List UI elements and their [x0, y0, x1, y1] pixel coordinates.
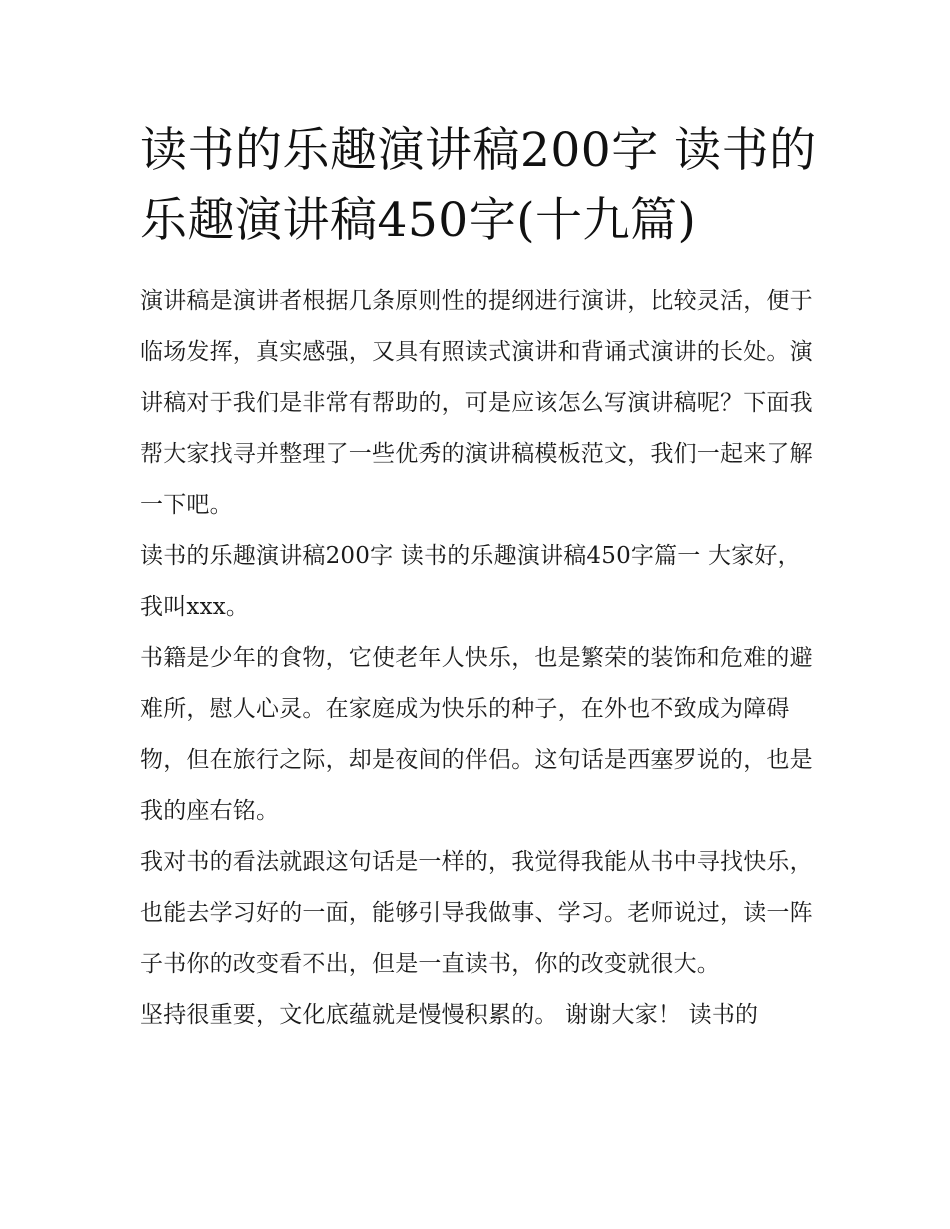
paragraph-closing: 坚持很重要，文化底蕴就是慢慢积累的。 谢谢大家！ 读书的	[140, 1002, 759, 1028]
paragraph-greeting: 读书的乐趣演讲稿200字 读书的乐趣演讲稿450字篇一 大家好，我叫xxx。	[140, 543, 801, 620]
paragraph-books-quote: 书籍是少年的食物，它使老年人快乐，也是繁荣的装饰和危难的避难所，慰人心灵。在家庭成为快乐的种子，在外也不致成为障碍物，但在旅行之际，却是夜间的伴侣。这句话是西塞罗说的，也是我的座右铭。	[140, 645, 813, 824]
document-title: 读书的乐趣演讲稿200字 读书的乐趣演讲稿450字(十九篇)	[140, 123, 817, 248]
document-body	[140, 276, 815, 1041]
paragraph-intro: 演讲稿是演讲者根据几条原则性的提纲进行演讲，比较灵活，便于临场发挥，真实感强，又具有照读式演讲和背诵式演讲的长处。演讲稿对于我们是非常有帮助的，可是应该怎么写演讲稿呢？下面我帮大家找寻并整理了一些优秀的演讲稿模板范文，我们一起来了解一下吧。	[140, 288, 813, 518]
paragraph-opinion: 我对书的看法就跟这句话是一样的，我觉得我能从书中寻找快乐，也能去学习好的一面，能够引导我做事、学习。老师说过，读一阵子书你的改变看不出，但是一直读书，你的改变就很大。	[140, 849, 813, 977]
